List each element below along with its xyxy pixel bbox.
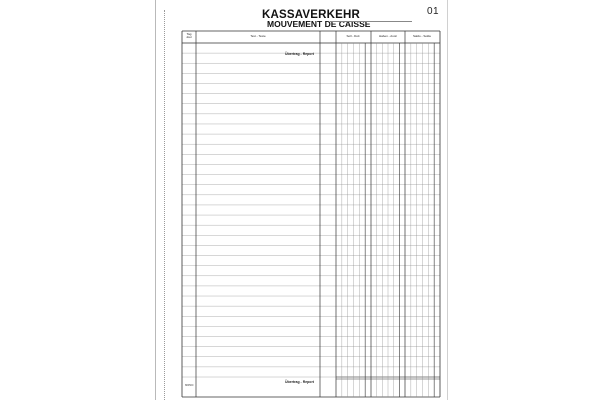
form-title: KASSAVERKEHR [262, 9, 361, 21]
column-header-debit: Soll - Doit [346, 34, 360, 38]
column-header-day [183, 33, 195, 40]
column-header-balance: Saldo - Solde [412, 34, 431, 38]
page-number: 01 [427, 6, 440, 17]
carry-over-bottom: Übertrag - Report [285, 380, 314, 384]
column-header-credit: Haben - Avoir [378, 34, 398, 38]
ledger-columns [182, 31, 440, 397]
ledger-rows [182, 31, 440, 397]
column-header-day-de: Tag [186, 32, 192, 36]
form-subtitle: MOUVEMENT DE CAISSE [267, 19, 371, 29]
column-header-text: Text - Texte [250, 34, 266, 38]
carry-over-top: Übertrag - Report [285, 52, 314, 56]
column-header-day-fr: Jour [186, 35, 192, 40]
form-code: 884560 [185, 384, 194, 387]
